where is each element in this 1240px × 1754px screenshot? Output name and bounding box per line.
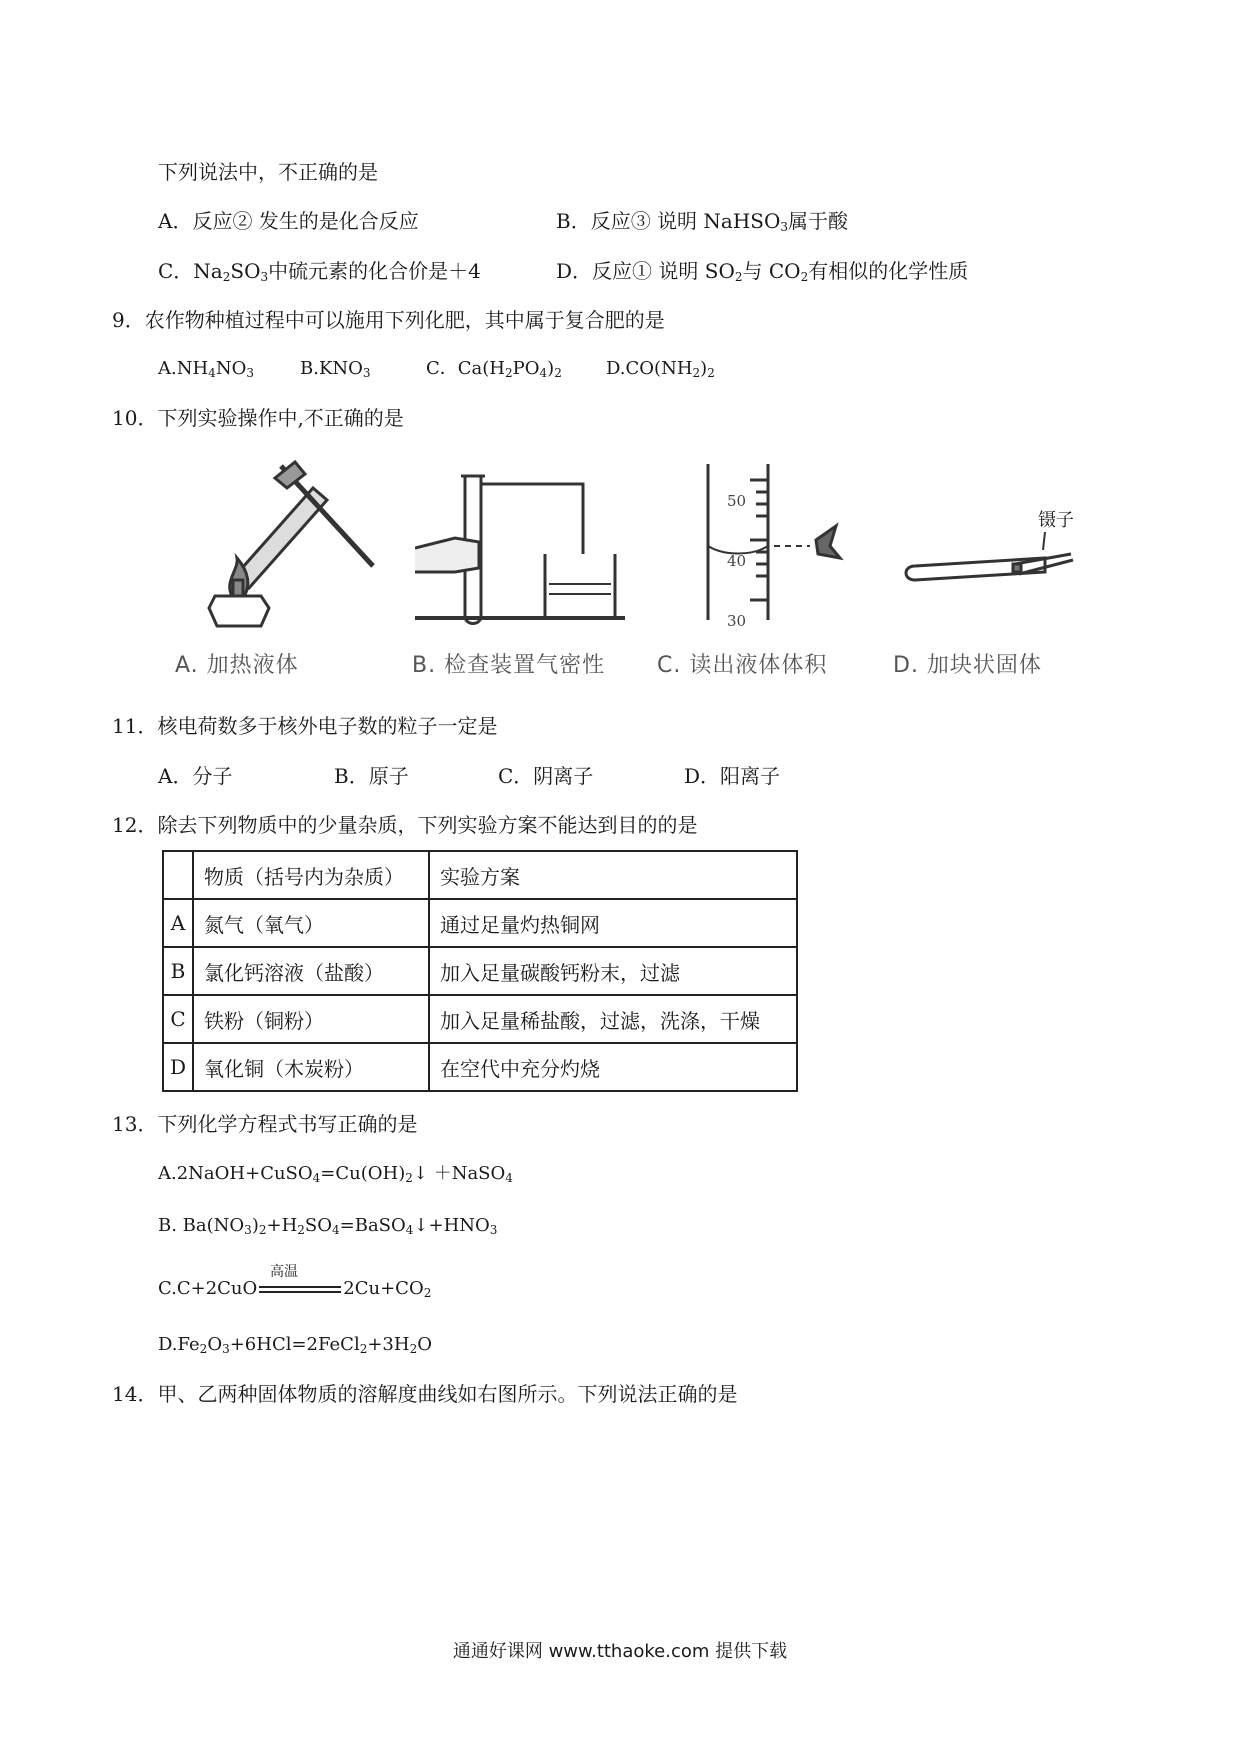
- table-cell: 铁粉（铜粉）: [193, 995, 429, 1043]
- impurity-table: [162, 850, 798, 1092]
- table-cell: A: [163, 899, 193, 947]
- figure-label-c: C. 读出液体体积: [657, 653, 828, 678]
- table-cell: 在空代中充分灼烧: [429, 1043, 797, 1091]
- heating-liquid-figure: [195, 458, 395, 630]
- q9-option-a: $A.NH_4NO_3$: [158, 358, 254, 380]
- table-cell: 实验方案: [429, 851, 797, 899]
- figure-label-a: A. 加热液体: [175, 653, 299, 678]
- q9-option-c: C．$Ca(H_2PO_4)_2$: [426, 358, 562, 380]
- condition-equals: [257, 1280, 343, 1298]
- question-9-stem: 9．农作物种植过程中可以施用下列化肥，其中属于复合肥的是: [112, 308, 665, 332]
- cylinder-tick-40: 40: [727, 552, 747, 570]
- question-stem: 下列说法中，不正确的是: [158, 160, 378, 184]
- table-row: [163, 899, 797, 947]
- airtightness-figure: [415, 468, 625, 628]
- q13-option-c: C.C+2CuO $2Cu+CO_2$: [158, 1278, 432, 1300]
- cylinder-reading-figure: [690, 460, 850, 630]
- question-11-stem: 11．核电荷数多于核外电子数的粒子一定是: [112, 714, 498, 738]
- table-cell: 加入足量稀盐酸，过滤，洗涤，干燥: [429, 995, 797, 1043]
- figure-label-d: D. 加块状固体: [893, 653, 1042, 678]
- table-row: [163, 1043, 797, 1091]
- table-cell: 氧化铜（木炭粉）: [193, 1043, 429, 1091]
- table-cell: 通过足量灼热铜网: [429, 899, 797, 947]
- q11-option-c: C．阴离子: [498, 764, 594, 788]
- table-cell: D: [163, 1043, 193, 1091]
- table-header-row: [163, 851, 797, 899]
- table-row: [163, 995, 797, 1043]
- option-a: A．反应② 发生的是化合反应: [158, 209, 419, 233]
- option-d: D．反应① 说明 $SO_2$与 $CO_2$有相似的化学性质: [556, 259, 969, 284]
- question-10-stem: 10．下列实验操作中,不正确的是: [112, 406, 404, 430]
- q11-option-a: A．分子: [158, 764, 233, 788]
- q11-option-d: D．阳离子: [684, 764, 781, 788]
- table-cell: B: [163, 947, 193, 995]
- table-cell: [163, 851, 193, 899]
- q9-option-d: $D.CO(NH_2)_2$: [606, 358, 715, 380]
- q11-option-b: B．原子: [334, 764, 409, 788]
- figure-label-b: B. 检查装置气密性: [412, 653, 606, 678]
- reaction-condition: 高温: [270, 1264, 298, 1280]
- q13-option-b: B. $Ba(NO_3)_2+H_2SO_4=BaSO_4↓+HNO_3$: [158, 1215, 498, 1237]
- cylinder-tick-50: 50: [727, 492, 747, 510]
- table-cell: 物质（括号内为杂质）: [193, 851, 429, 899]
- table-cell: C: [163, 995, 193, 1043]
- table-cell: 氮气（氧气）: [193, 899, 429, 947]
- q13-option-d: $D.Fe_2O_3+6HCl=2FeCl_2+3H_2O$: [158, 1334, 432, 1356]
- table-cell: 氯化钙溶液（盐酸）: [193, 947, 429, 995]
- option-c: C．$Na_2SO_3$中硫元素的化合价是＋4: [158, 259, 481, 284]
- cylinder-tick-30: 30: [727, 612, 747, 630]
- table-row: [163, 947, 797, 995]
- question-12-stem: 12．除去下列物质中的少量杂质，下列实验方案不能达到目的的是: [112, 813, 698, 837]
- option-b: B．反应③ 说明 NaHSO$_3$属于酸: [556, 209, 849, 234]
- q9-option-b: $B.KNO_3$: [300, 358, 371, 380]
- page-footer: 通通好课网 www.tthaoke.com 提供下载: [452, 1641, 788, 1662]
- question-13-stem: 13．下列化学方程式书写正确的是: [112, 1112, 418, 1136]
- q13-option-a: $A.2NaOH+CuSO_4=Cu(OH)_2↓$ ＋NaSO$_4$: [158, 1163, 513, 1185]
- tweezers-label: 镊子: [1038, 510, 1074, 531]
- question-14-stem: 14．甲、乙两种固体物质的溶解度曲线如右图所示。下列说法正确的是: [112, 1382, 738, 1406]
- table-cell: 加入足量碳酸钙粉末，过滤: [429, 947, 797, 995]
